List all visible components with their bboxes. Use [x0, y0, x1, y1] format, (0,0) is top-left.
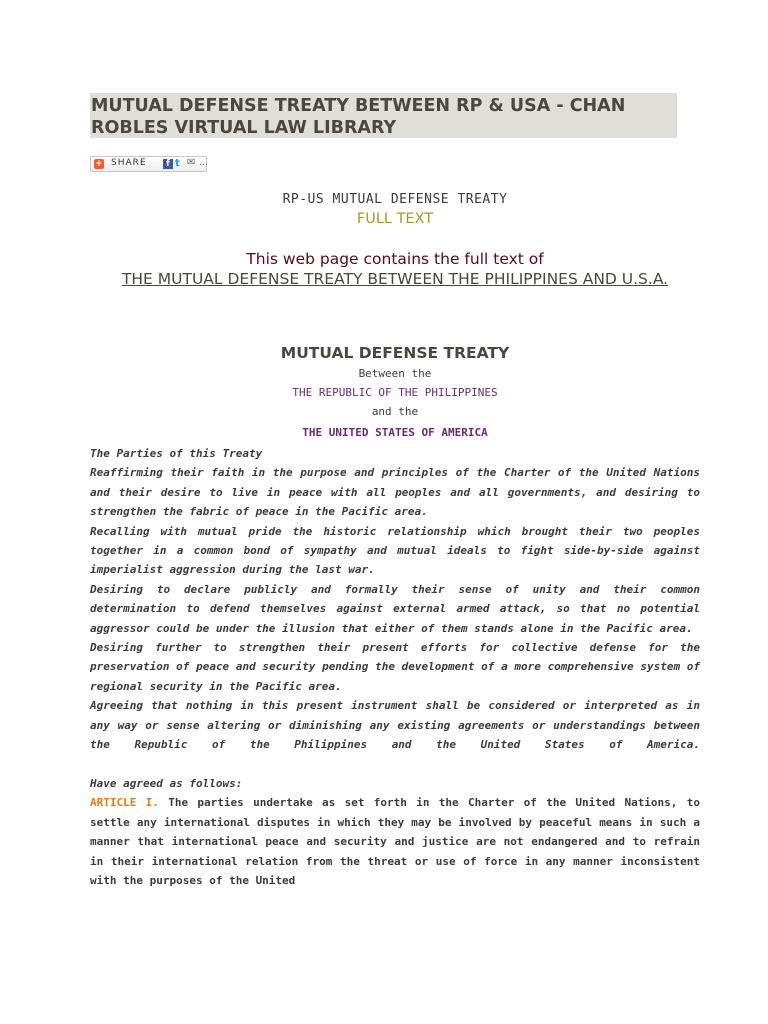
treaty-body [90, 444, 700, 890]
preamble-paragraph: Reaffirming their faith in the purpose and principles of the Charter of the United Nations and their desire to live in peace with all peoples and all governments, and desiring to strengthen the fabric of peace in the Pacific area. [90, 466, 700, 519]
treaty-link[interactable]: THE MUTUAL DEFENSE TREATY BETWEEN THE PHILIPPINES AND U.S.A. [121, 270, 669, 288]
article-1 [90, 793, 700, 890]
party-usa: THE UNITED STATES OF AMERICA [302, 426, 488, 439]
article-1-text: The parties undertake as set forth in the Charter of the United Nations, to settle any international disputes in which they may be involved by peaceful means in such a manner that international peace and security and justice are not endangered and to refrain in their international relation from the threat or use of force in any manner inconsistent with the purposes of the United [90, 796, 700, 887]
twitter-icon[interactable]: t [175, 158, 180, 169]
full-text-subheading: FULL TEXT [356, 211, 434, 227]
preamble-paragraph: The Parties of this Treaty [90, 447, 263, 460]
intro-heading: RP-US MUTUAL DEFENSE TREATY [282, 192, 508, 207]
between-label: Between the [358, 367, 432, 380]
treaty-title: MUTUAL DEFENSE TREATY [280, 344, 510, 362]
preamble-paragraph: Agreeing that nothing in this present instrument shall be considered or interpreted as in any way or sense altering or diminishing any existing agreements or understandings between the Republic of the Philippines and the United States of America. [90, 699, 700, 752]
preamble-paragraph: Recalling with mutual pride the historic relationship which brought their two peoples together in a common bond of sympathy and mutual ideals to fight side-by-side against imperialist aggression during the last war. [90, 524, 700, 577]
page-title-text: MUTUAL DEFENSE TREATY BETWEEN RP & USA - CHAN ROBLES VIRTUAL LAW LIBRARY [91, 96, 626, 138]
party-philippines: THE REPUBLIC OF THE PHILIPPINES [292, 386, 498, 399]
and-the-label: and the [371, 405, 419, 418]
contains-line: This web page contains the full text of [246, 250, 544, 268]
addthis-plus-icon: + [95, 159, 103, 169]
share-label: SHARE [111, 158, 147, 168]
email-icon[interactable]: ✉ [187, 157, 196, 168]
facebook-icon[interactable]: f [163, 159, 173, 169]
share-button[interactable] [90, 156, 207, 172]
preamble-paragraph: Desiring further to strengthen their present efforts for collective defense for the preservation of peace and security pending the development of a more comprehensive system of regional security in the Pacific area. [90, 641, 700, 693]
more-icon[interactable]: … [199, 158, 208, 168]
page-title [90, 93, 677, 138]
article-1-label: ARTICLE I. [90, 796, 159, 810]
preamble-paragraph: Desiring to declare publicly and formally their sense of unity and their common determination to defend themselves against external armed attack, so that no potential aggressor could be under the illusion that either of them stands alone in the Pacific area. [90, 582, 700, 635]
agreed-line: Have agreed as follows: [90, 776, 243, 790]
